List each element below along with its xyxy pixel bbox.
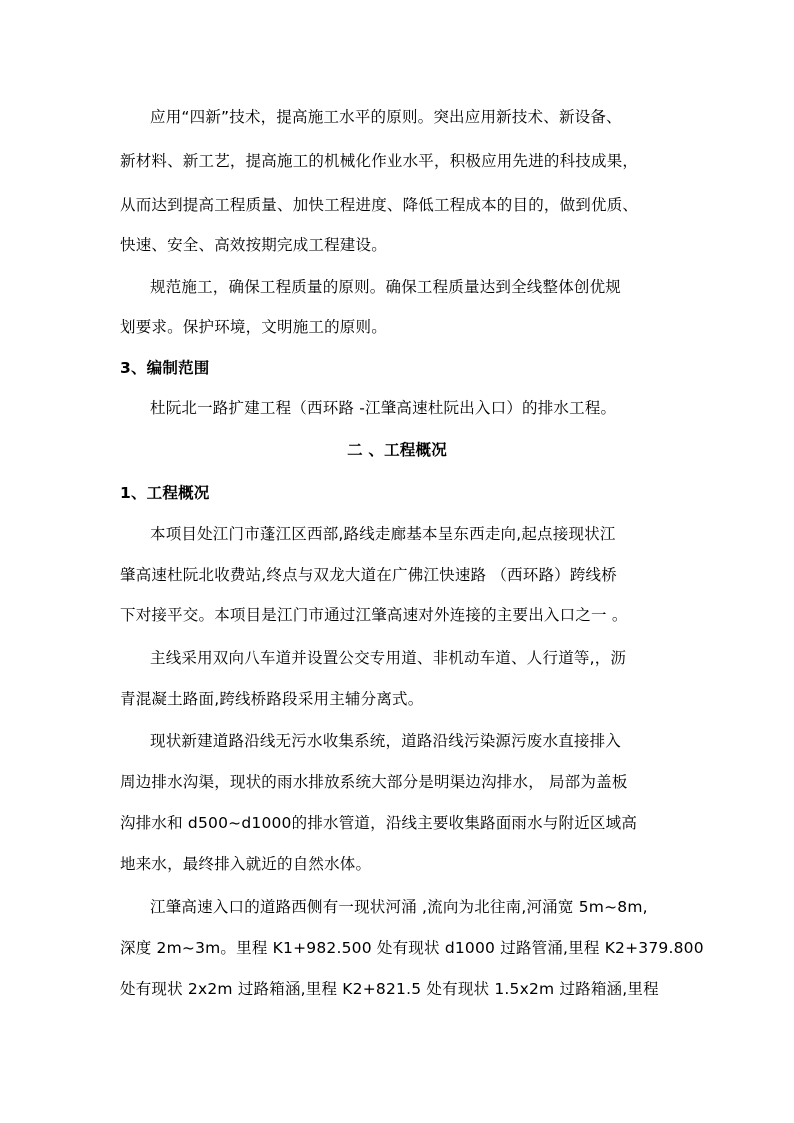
- paragraph-line: 处有现状 2x2m 过路箱涵,里程 K2+821.5 处有现状 1.5x2m 过路箱涵,里程: [120, 980, 659, 998]
- paragraph-line: 应用“四新”技术，提高施工水平的原则。突出应用新技术、新设备、: [150, 108, 622, 126]
- paragraph-line: 划要求。保护环境，文明施工的原则。: [120, 318, 387, 336]
- paragraph-line: 新材料、新工艺，提高施工的机械化作业水平，积极应用先进的科技成果，: [120, 152, 639, 170]
- chapter-heading: 二 、工程概况: [347, 441, 447, 459]
- paragraph-line: 江肇高速入口的道路西侧有一现状河涌 ,流向为北往南,河涌宽 5m~8m,: [150, 898, 648, 916]
- paragraph-line: 本项目处江门市蓬江区西部,路线走廊基本呈东西走向,起点接现状江: [150, 525, 616, 543]
- paragraph-line: 现状新建道路沿线无污水收集系统，道路沿线污染源污废水直接排入: [150, 732, 622, 750]
- paragraph-line: 主线采用双向八车道并设置公交专用道、非机动车道、人行道等,，沥: [150, 649, 627, 667]
- paragraph-line: 杜阮北一路扩建工程（西环路 -江肇高速杜阮出入口）的排水工程。: [150, 399, 617, 417]
- paragraph-line: 规范施工，确保工程质量的原则。确保工程质量达到全线整体创优规: [150, 278, 622, 296]
- paragraph-line: 下对接平交。本项目是江门市通过江肇高速对外连接的主要出入口之一 。: [120, 606, 628, 624]
- paragraph-line: 沟排水和 d500~d1000的排水管道，沿线主要收集路面雨水与附近区域高: [120, 814, 638, 832]
- paragraph-line: 地来水，最终排入就近的自然水体。: [120, 855, 372, 873]
- section-heading: 1、工程概况: [120, 484, 210, 502]
- paragraph-line: 肇高速杜阮北收费站,终点与双龙大道在广佛江快速路 （西环路）跨线桥: [120, 566, 617, 584]
- paragraph-line: 周边排水沟渠，现状的雨水排放系统大部分是明渠边沟排水， 局部为盖板: [120, 773, 628, 791]
- paragraph-line: 从而达到提高工程质量、加快工程进度、降低工程成本的目的，做到优质、: [120, 196, 639, 214]
- section-heading: 3、编制范围: [120, 359, 210, 377]
- paragraph-line: 快速、安全、高效按期完成工程建设。: [120, 236, 387, 254]
- paragraph-line: 深度 2m~3m。里程 K1+982.500 处有现状 d1000 过路管涌,里程 K2+379.800: [120, 939, 704, 957]
- paragraph-line: 青混凝土路面,跨线桥路段采用主辅分离式。: [120, 690, 424, 708]
